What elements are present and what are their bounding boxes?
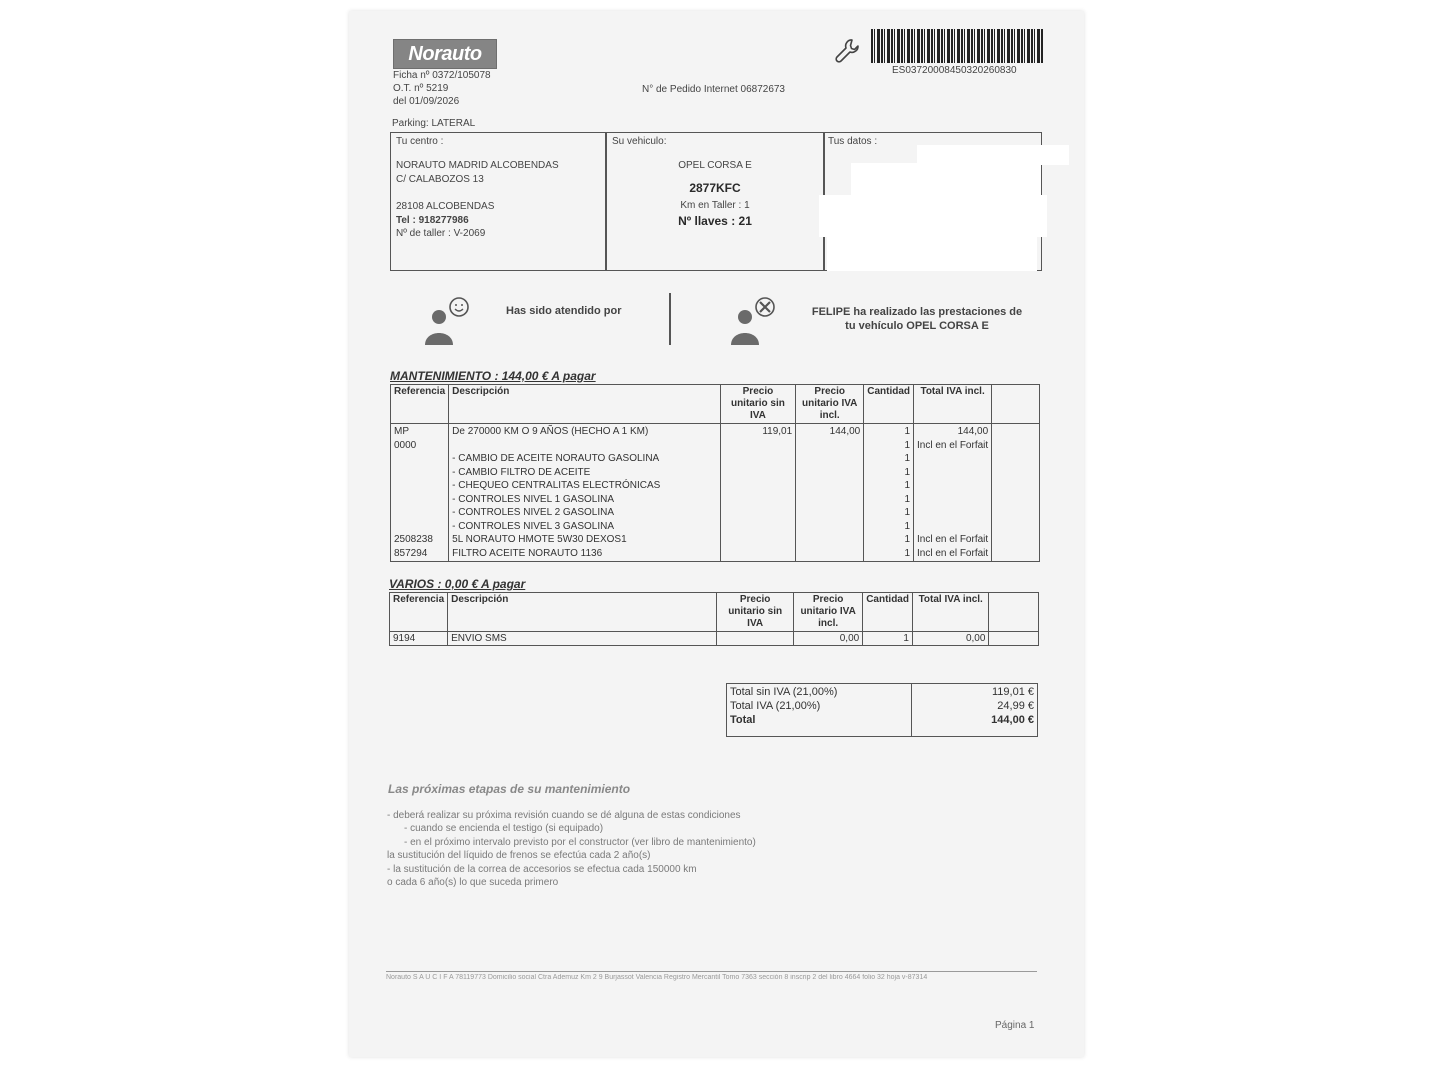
total-iva-label: Total IVA (21,00%) (730, 700, 821, 712)
mechanic-line-2: tu vehículo OPEL CORSA E (845, 320, 989, 332)
table-row (390, 632, 1039, 646)
col-desc: Descripción (448, 593, 717, 632)
row-pu-iva: 0,00 (794, 632, 863, 646)
col-ref: Referencia (390, 593, 448, 632)
ot-number: O.T. nº 5219 (393, 83, 449, 94)
page-number: Página 1 (995, 1020, 1035, 1031)
col-total-items (917, 425, 988, 560)
list-item: 1 (904, 547, 911, 559)
list-item (724, 506, 792, 520)
vehiculo-plate: 2877KFC (689, 181, 741, 195)
mantenimiento-title: MANTENIMIENTO : 144,00 € A pagar (390, 369, 596, 383)
list-item (799, 439, 860, 453)
row-desc: ENVIO SMS (448, 632, 717, 646)
list-item: 144,00 (957, 426, 989, 437)
centro-title: Tu centro : (396, 136, 444, 147)
vehiculo-llaves: Nº llaves : 21 (678, 214, 752, 228)
list-item: Incl en el Forfait (917, 439, 989, 451)
list-item: 1 (904, 453, 911, 464)
list-item (799, 547, 860, 561)
next-line-2: - cuando se encienda el testigo (si equipado) (404, 823, 604, 834)
mechanic-line-1: FELIPE ha realizado las prestaciones de (811, 306, 1023, 318)
list-item: 1 (904, 466, 911, 478)
list-item: MP (394, 426, 409, 437)
col-pu-sin-items (724, 425, 792, 560)
totals-values (912, 684, 1038, 737)
col-cant: Cantidad (864, 385, 914, 424)
list-item: 1 (904, 534, 911, 545)
order-date: del 01/09/2026 (393, 96, 460, 107)
col-ref: Referencia (391, 385, 449, 424)
list-item (799, 493, 860, 507)
list-item: 1 (904, 493, 911, 505)
list-item (917, 506, 988, 520)
footer-rule (386, 971, 1037, 972)
list-item: 2508238 (394, 534, 433, 545)
list-item: 5L NORAUTO HMOTE 5W30 DEXOS1 (452, 534, 627, 545)
list-item (799, 452, 860, 466)
person-tools-icon (727, 295, 779, 347)
list-item: 1 (904, 507, 911, 518)
list-item (452, 439, 717, 453)
total-iva-value: 24,99 € (997, 700, 1034, 712)
list-item: - CHEQUEO CENTRALITAS ELECTRÓNICAS (452, 480, 661, 491)
varios-title: VARIOS : 0,00 € A pagar (389, 577, 526, 591)
info-box (390, 132, 1042, 271)
col-pu-sin: Precio unitario sin IVA (720, 385, 795, 424)
redacted-block (827, 229, 1037, 271)
list-item (799, 533, 860, 547)
col-ref-items (394, 425, 445, 560)
invoice-page (349, 11, 1084, 1057)
next-line-3: - en el próximo intervalo previsto por el constructor (ver libro de mantenimiento) (404, 837, 756, 848)
footer-legal: Norauto S A U C I F A 78119773 Domicilio social Ctra Ademuz Km 2 9 Burjassot Valencia Registro Mercantil Tomo 7363 sección 8 inscrip 2 del libro 4664 folio 32 hoja v-87314 (386, 974, 928, 981)
list-item: - CONTROLES NIVEL 1 GASOLINA (452, 493, 615, 505)
datos-title: Tus datos : (828, 136, 878, 147)
totals-table (726, 683, 1038, 737)
list-item: - CONTROLES NIVEL 2 GASOLINA (452, 507, 615, 518)
list-item (394, 520, 445, 534)
list-item (799, 479, 860, 493)
next-line-5: - la sustitución de la correa de accesorios se efectua cada 150000 km (387, 864, 697, 875)
list-item (394, 479, 445, 493)
col-extra (992, 385, 1040, 424)
totals-labels (727, 684, 912, 737)
centro-taller: Nº de taller : V-2069 (396, 228, 486, 239)
person-smiley-icon (421, 295, 473, 347)
barcode (871, 29, 1043, 63)
list-item (724, 479, 792, 493)
col-pu-sin: Precio unitario sin IVA (717, 593, 794, 632)
list-item: Incl en el Forfait (917, 534, 989, 545)
list-item (724, 493, 792, 507)
vehiculo-model: OPEL CORSA E (678, 160, 752, 171)
list-item (394, 452, 445, 466)
list-item: 0000 (394, 439, 417, 451)
list-item: 857294 (394, 547, 428, 559)
col-desc-items (452, 425, 717, 560)
col-cant: Cantidad (863, 593, 913, 632)
total-value: 144,00 € (991, 714, 1034, 726)
row-ref: 9194 (390, 632, 448, 646)
list-item: 1 (904, 520, 911, 532)
list-item (917, 479, 988, 493)
list-item (917, 520, 988, 534)
barcode-number: ES03720008450320260830 (892, 65, 1017, 76)
list-item (917, 493, 988, 507)
list-item (799, 520, 860, 534)
total-sin-value: 119,01 € (991, 686, 1034, 698)
list-item: FILTRO ACEITE NORAUTO 1136 (452, 547, 603, 559)
list-item (724, 466, 792, 480)
next-line-6: o cada 6 año(s) lo que suceda primero (387, 877, 559, 888)
items-block (391, 424, 1040, 562)
attended-by-text: Has sido atendido por (506, 305, 622, 317)
list-item: Incl en el Forfait (917, 547, 989, 559)
col-total: Total IVA incl. (914, 385, 992, 424)
list-item: - CAMBIO DE ACEITE NORAUTO GASOLINA (452, 453, 660, 464)
col-pu-iva: Precio unitario IVA incl. (794, 593, 863, 632)
centro-street: C/ CALABOZOS 13 (396, 174, 484, 185)
vehiculo-title: Su vehiculo: (612, 136, 667, 147)
total-sin-label: Total sin IVA (21,00%) (730, 686, 838, 698)
vehiculo-km: Km en Taller : 1 (680, 200, 750, 211)
list-item (394, 466, 445, 480)
next-steps-title: Las próximas etapas de su mantenimiento (388, 782, 631, 796)
list-item: De 270000 KM O 9 AÑOS (HECHO A 1 KM) (452, 426, 649, 437)
norauto-logo: Norauto (393, 39, 497, 69)
next-line-1: - deberá realizar su próxima revisión cuando se dé alguna de estas condiciones (387, 810, 741, 821)
centro-city: 28108 ALCOBENDAS (396, 201, 495, 212)
list-item: 1 (904, 480, 911, 491)
col-desc: Descripción (449, 385, 721, 424)
list-item (394, 506, 445, 520)
varios-table (389, 592, 1039, 646)
list-item (724, 520, 792, 534)
col-pu-iva: Precio unitario IVA incl. (796, 385, 864, 424)
ficha-number: Ficha nº 0372/105078 (393, 70, 491, 81)
list-item (724, 439, 792, 453)
mantenimiento-table (390, 384, 1040, 562)
col-cant-items (867, 425, 910, 560)
col-extra (989, 593, 1039, 632)
list-item (724, 452, 792, 466)
centro-tel: Tel : 918277986 (396, 215, 469, 226)
parking-label: Parking: LATERAL (392, 118, 476, 129)
list-item (724, 533, 792, 547)
wrench-icon (833, 37, 861, 65)
list-item: - CAMBIO FILTRO DE ACEITE (452, 466, 591, 478)
list-item (799, 466, 860, 480)
list-item (917, 466, 988, 480)
redacted-block (917, 145, 1069, 165)
list-item: - CONTROLES NIVEL 3 GASOLINA (452, 520, 615, 532)
divider (669, 293, 671, 345)
list-item (724, 547, 792, 561)
total-label: Total (730, 714, 756, 726)
centro-name: NORAUTO MADRID ALCOBENDAS (396, 160, 559, 171)
row-pu-sin (717, 632, 794, 646)
row-total: 0,00 (912, 632, 988, 646)
list-item (799, 506, 860, 520)
next-line-4: la sustitución del líquido de frenos se efectúa cada 2 año(s) (387, 850, 651, 861)
list-item: 1 (904, 426, 911, 437)
list-item: 144,00 (829, 426, 861, 437)
list-item: 119,01 (762, 426, 793, 437)
mechanic-text (797, 305, 1037, 333)
list-item: 1 (904, 439, 911, 451)
internet-order-number: N° de Pedido Internet 06872673 (642, 84, 785, 95)
list-item (917, 452, 988, 466)
col-pu-iva-items (799, 425, 860, 560)
list-item (394, 493, 445, 507)
col-total: Total IVA incl. (912, 593, 988, 632)
row-cant: 1 (863, 632, 913, 646)
